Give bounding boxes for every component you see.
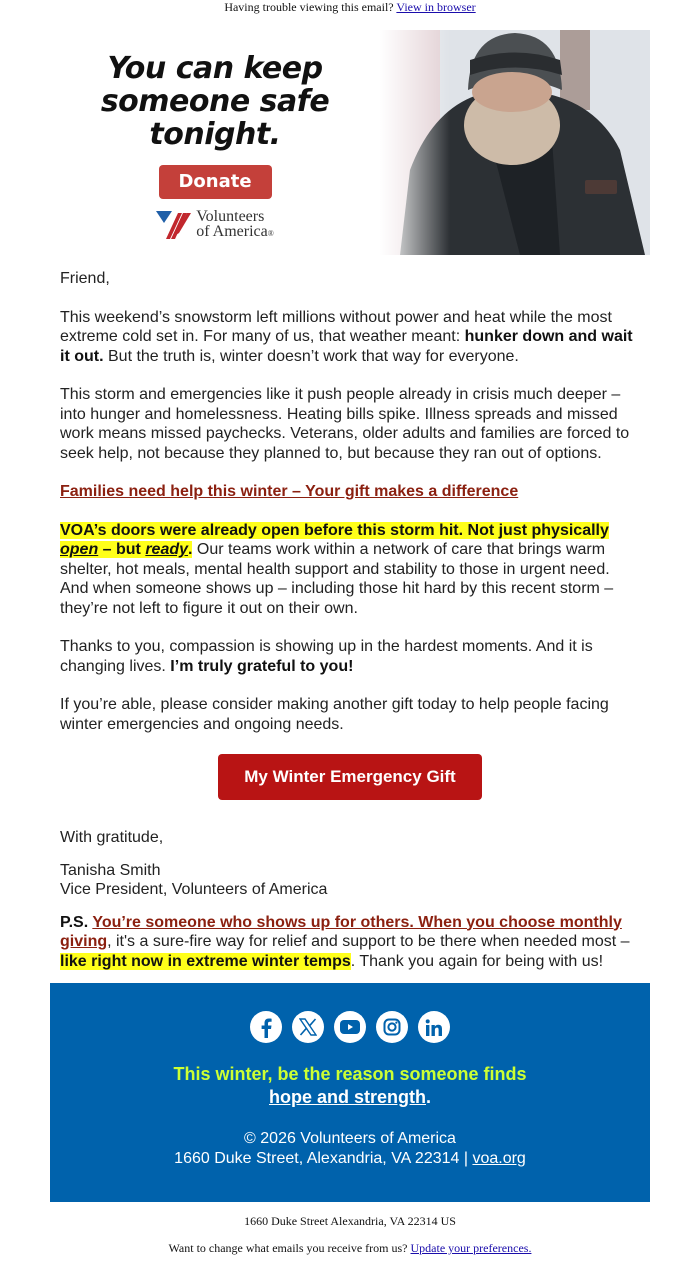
- ps-highlight: like right now in extreme winter temps: [60, 952, 351, 970]
- open-link[interactable]: open: [60, 541, 99, 558]
- ps-end: . Thank you again for being with us!: [350, 952, 604, 970]
- headline-line-2: someone safe: [100, 84, 330, 119]
- p3-period: .: [188, 541, 193, 558]
- preheader-text: Having trouble viewing this email?: [224, 0, 394, 14]
- hero-headline: [50, 52, 380, 151]
- paragraph-1: [60, 308, 640, 367]
- families-need-help-link[interactable]: Families need help this winter – Your gift makes a difference: [60, 483, 519, 500]
- photo-fade: [380, 30, 450, 255]
- legal-footer: [50, 1214, 650, 1256]
- x-twitter-icon[interactable]: [292, 1011, 324, 1043]
- postscript: [60, 913, 640, 972]
- headline-line-1: You can keep: [107, 51, 323, 86]
- p4-text: Thanks to you, compassion is showing up in the hardest moments. And it is changing lives.: [60, 638, 593, 675]
- p3-highlight-text: VOA’s doors were already open before this storm hit. Not just physically: [60, 521, 609, 539]
- voa-chevron-icon: [156, 209, 194, 241]
- facebook-icon[interactable]: [250, 1011, 282, 1043]
- paragraph-5: If you’re able, please consider making another gift today to help people facing winter emergencies and ongoing needs.: [60, 696, 609, 733]
- view-in-browser-link[interactable]: View in browser: [396, 0, 476, 14]
- linkedin-icon[interactable]: [418, 1011, 450, 1043]
- p4-bold: I’m truly grateful to you!: [170, 657, 354, 675]
- youtube-icon[interactable]: [334, 1011, 366, 1043]
- logo-line-2: of America: [196, 223, 268, 240]
- section-link-paragraph: [60, 482, 640, 502]
- voa-website-link[interactable]: voa.org: [472, 1150, 526, 1167]
- cta-container: [60, 754, 640, 800]
- paragraph-3: [60, 521, 640, 619]
- hero-photo: [380, 30, 650, 255]
- email-body: [50, 255, 650, 971]
- voa-logo[interactable]: [50, 209, 380, 241]
- update-preferences-link[interactable]: Update your preferences.: [410, 1241, 532, 1255]
- social-links: [50, 1011, 650, 1043]
- copyright-text: © 2026 Volunteers of America: [244, 1130, 456, 1147]
- footer-tagline: [50, 1063, 650, 1109]
- tagline-period: .: [425, 1087, 431, 1107]
- instagram-icon[interactable]: [376, 1011, 408, 1043]
- tagline-text: This winter, be the reason someone finds: [173, 1064, 527, 1084]
- closing: With gratitude,: [60, 829, 164, 846]
- winter-emergency-gift-button[interactable]: My Winter Emergency Gift: [218, 754, 482, 800]
- p1-bold: hunker down and wait it out.: [60, 328, 633, 365]
- signature: [60, 828, 640, 900]
- email-container: [50, 30, 650, 1256]
- headline-line-3: tonight.: [149, 117, 281, 152]
- logo-wordmark: [196, 209, 274, 241]
- hero-banner: [50, 30, 650, 255]
- postal-address: 1660 Duke Street Alexandria, VA 22314 US: [244, 1214, 456, 1228]
- preferences-text: Want to change what emails you receive from us?: [168, 1241, 408, 1255]
- ps-middle: , it's a sure-fire way for relief and support to be there when needed most –: [107, 933, 630, 950]
- hope-and-strength-link[interactable]: hope and strength: [268, 1087, 426, 1107]
- greeting: Friend,: [60, 270, 110, 287]
- p3-but: – but: [98, 541, 146, 558]
- signer: [60, 861, 640, 900]
- donate-button[interactable]: Donate: [159, 165, 272, 199]
- footer-banner: [50, 983, 650, 1202]
- p3-rest: Our teams work within a network of care that brings warm shelter, hot meals, mental health support and stability to those in urgent need. And when someone shows up – including those hit hard by this recent storm – they’re not left to figure it out on their own.: [60, 541, 614, 617]
- signer-name: Tanisha Smith: [60, 861, 161, 879]
- paragraph-2: This storm and emergencies like it push people already in crisis much deeper – into hunger and homelessness. Heating bills spike. Illness spreads and missed work means missed paychecks. Veterans, older adults and families are forced to seek help, not because they planned to, but because they ran out of options.: [60, 386, 630, 462]
- ready-link[interactable]: ready: [145, 541, 189, 558]
- registered-mark: ®: [267, 229, 274, 238]
- signer-title: Vice President, Volunteers of America: [60, 881, 328, 898]
- ps-label: P.S.: [60, 913, 93, 931]
- preheader: [0, 0, 700, 30]
- footer-copyright: [50, 1129, 650, 1169]
- footer-address: 1660 Duke Street, Alexandria, VA 22314 |: [174, 1150, 473, 1167]
- p1-text-end: But the truth is, winter doesn’t work that way for everyone.: [103, 347, 519, 365]
- monthly-giving-link[interactable]: You’re someone who shows up for others. When you choose monthly giving: [60, 913, 622, 950]
- hero-left: [50, 30, 380, 255]
- paragraph-4: [60, 637, 640, 676]
- p1-text: This weekend’s snowstorm left millions without power and heat while the most extreme cold set in. For many of us, that weather meant:: [60, 308, 612, 345]
- logo-line-1: Volunteers: [196, 208, 265, 225]
- preferences-line: [50, 1241, 650, 1256]
